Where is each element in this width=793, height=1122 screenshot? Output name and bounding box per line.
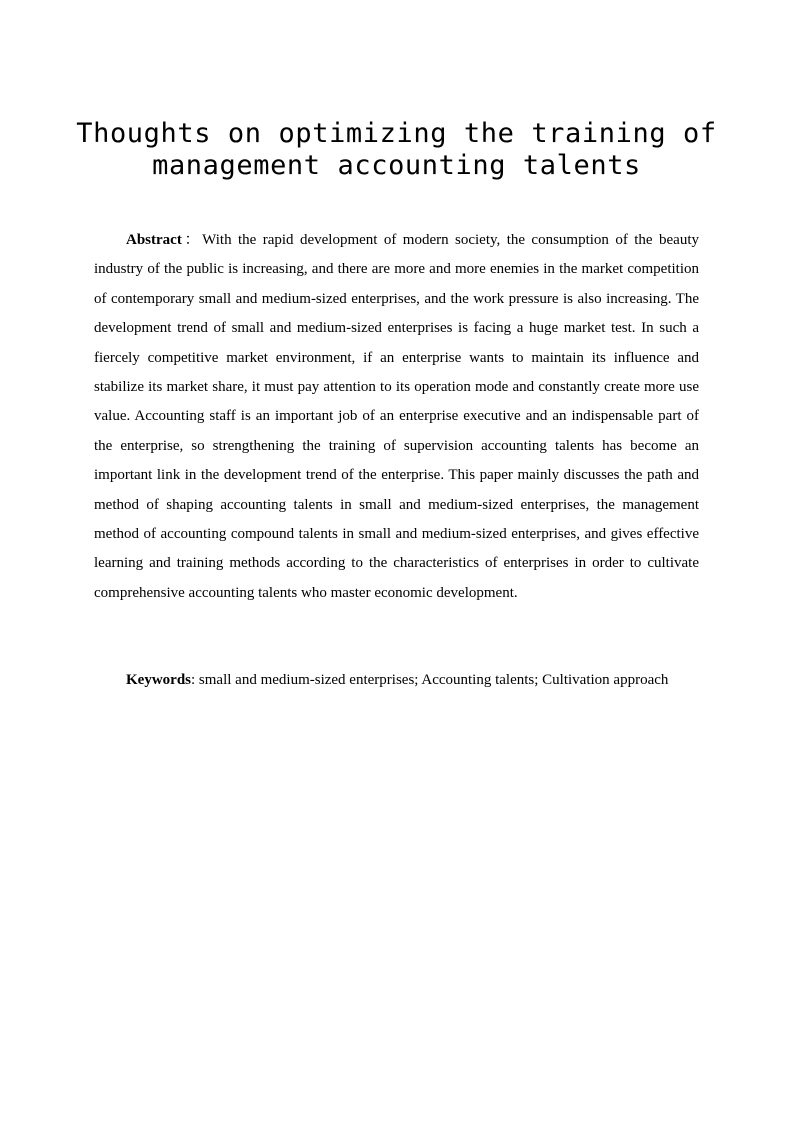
abstract-label: Abstract (126, 232, 182, 248)
keywords-separator: : (191, 672, 199, 688)
keywords-text: small and medium-sized enterprises; Accounting talents; Cultivation approach (198, 672, 669, 688)
abstract-text: With the rapid development of modern society, the consumption of the beauty industry of the public is increasing, and there are more and more enemies in the market competition of contemporary small and medium-sized enterprises, and the work pressure is also increasing. The development trend of small and medium-sized enterprises is facing a huge market test. In such a fiercely competitive market environment, if an enterprise wants to maintain its influence and stabilize its market share, it must pay attention to its operation mode and constantly create more use value. Accounting staff is an important job of an enterprise executive and an indispensable part of the enterprise, so strengthening the training of supervision accounting talents has become an important link in the development trend of the enterprise. This paper mainly discusses the path and method of shaping accounting talents in small and medium-sized enterprises, the management method of accounting compound talents in small and medium-sized enterprises, and gives effective learning and training methods according to the characteristics of enterprises in order to cultivate comprehensive accounting talents who master economic development. (94, 232, 699, 601)
paper-title (60, 118, 733, 182)
keywords-paragraph (94, 666, 699, 695)
abstract-separator: ： (181, 232, 203, 248)
title-line-1: Thoughts on optimizing the training of (76, 118, 717, 149)
keywords-label: Keywords (126, 672, 191, 688)
abstract-paragraph (94, 226, 699, 608)
title-line-2: management accounting talents (152, 150, 641, 181)
